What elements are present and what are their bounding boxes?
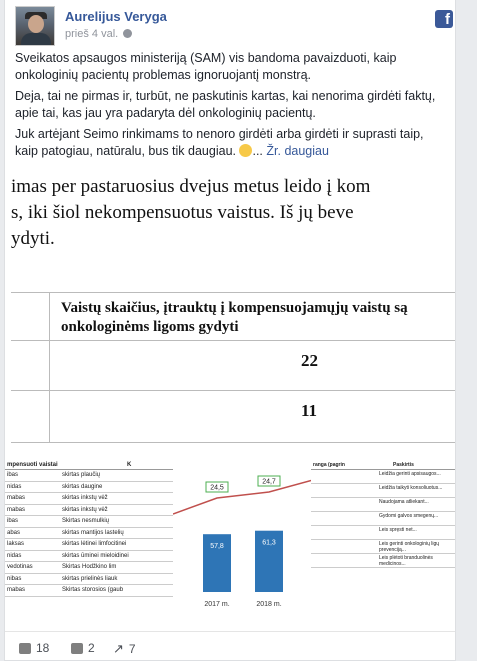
left-table-cell: Skirtas nesmulkių [62,518,110,524]
table-row [5,585,175,597]
bar-value-label: 61,3 [262,539,276,547]
right-table-header: ranga (pagrin [313,462,345,468]
left-table-cell: skirtas inkstų vėž [62,506,108,513]
table-row [5,562,175,574]
left-table-cell: skirtas daugine [62,483,103,490]
post-actions-bar [5,631,456,661]
post-time-text: prieš 4 val. [65,28,119,40]
left-table-cell: mabas [7,587,26,593]
table-row [5,470,175,482]
table-row: Leis plėtoti branduolinės medicinos... [311,554,456,568]
drug-count-table [11,292,456,442]
left-table-cell: nibas [7,575,22,582]
table-row: Leis gerinti onkologinių ligų prevenciją... [311,540,456,554]
globe-icon [123,29,132,38]
table-header-line: onkologinėms ligoms gydyti [61,319,239,335]
left-table-cell: skirtas ūminei mieloidinei [62,552,129,559]
ellipsis: ... [252,144,263,158]
table-row [5,493,175,505]
share-arrow-icon: ↗ [113,641,124,656]
table-row: Leidžia taikyti konsoliuotus... [311,484,456,498]
facebook-logo-icon: f [435,10,453,28]
facebook-post-card [4,0,456,661]
line-value-label: 24,5 [210,484,224,492]
post-paragraph [15,126,447,160]
left-table-cell: skirtas mantijos lastelių [62,529,124,536]
compensated-drugs-table [5,460,175,631]
comment-count[interactable] [71,641,95,655]
likes-value: 18 [36,641,50,655]
equipment-table [311,460,456,631]
doc-line: ydyti. [11,228,55,249]
like-count[interactable] [19,641,49,655]
post-paragraph: Deja, tai ne pirmas ir, turbūt, ne paskutinis kartas, kai nenorima girdėti faktų, apie tai, kas jau yra padaryta dėl onkologinių pacientų. [15,89,436,120]
left-table-cell: Skirtas storosios (gaub [62,587,124,593]
bar-chart [173,464,313,631]
chart-line [173,480,313,514]
table-row [5,505,175,517]
post-timestamp[interactable] [65,28,132,40]
left-table-cell: ibas [7,518,19,524]
left-table-cell: skirtas prielinės liauk [62,575,118,582]
x-tick-label: 2018 m. [256,601,282,608]
table-row: Gydomi galvos smegenų... [311,512,456,526]
table-row [5,539,175,551]
left-table-cell: Skirtas Hodžkino lim [62,564,117,570]
table-header-row [11,293,456,341]
line-value-label: 24,7 [262,478,276,486]
post-text [15,50,447,164]
x-tick-label: 2017 m. [204,601,230,608]
table-value: 22 [301,351,318,370]
left-table-cell: vedotinas [7,564,33,570]
chart-svg [173,464,313,631]
left-table-header: mpensuoti vaistai [7,462,58,468]
table-row [11,341,456,391]
left-table-cell: skirtas inkstų vėž [62,495,108,501]
left-table-cell: mabas [7,495,26,501]
left-table-header: K [127,462,132,468]
table-row [5,516,175,528]
share-count[interactable] [113,641,136,657]
table-row [5,482,175,494]
left-table-cell: abas [7,529,21,536]
image-collage [5,460,456,631]
left-table-cell: nidas [7,552,22,559]
doc-line: imas per pastaruosius dvejus metus leido į kom [11,176,371,197]
post-header [15,6,450,46]
comment-icon [71,643,83,654]
table-row [5,551,175,563]
post-paragraph-text: Juk artėjant Seimo rinkimams to nenoro girdėti arba girdėti ir suprasti taip, kaip patogiau, natūralu, bus tik daugiau. [15,127,424,158]
post-image[interactable] [5,176,456,631]
author-name[interactable]: Aurelijus Veryga [65,9,167,24]
shares-value: 7 [128,642,136,656]
right-table-header: Paskirtis [393,462,414,468]
table-value: 11 [301,401,318,420]
table-header-line: Vaistų skaičius, įtrauktų į kompensuojamųjų vaistų są [61,300,408,316]
doc-line: s, iki šiol nekompensuotus vaistus. Iš jų beve [11,202,354,223]
table-row [5,528,175,540]
table-row [11,391,456,443]
smile-emoji-icon [239,144,252,157]
bar-value-label: 57,8 [210,543,224,551]
left-table-cell: skirtas plaučių [62,472,101,478]
table-row: Leidžia gerinti apsisaugos... [311,470,456,484]
comments-value: 2 [88,641,95,655]
see-more-link[interactable]: Žr. daugiau [266,144,329,158]
table-row: Naudojama atliekant... [311,498,456,512]
table-row: Leis spręsti net... [311,526,456,540]
left-table-cell: mabas [7,506,26,513]
author-avatar[interactable] [15,6,55,46]
left-table-cell: nidas [7,483,22,490]
left-table-cell: laksas [7,541,25,547]
left-table-cell: ibas [7,472,19,478]
thumbs-up-icon [19,643,31,654]
document-excerpt [5,176,456,254]
post-paragraph: Sveikatos apsaugos ministeriją (SAM) vis bandoma pavaizduoti, kaip onkologinių pacientų problemas ignoruojantį monstrą. [15,51,397,82]
table-row [5,574,175,586]
left-table-cell: skirtas lėtinei limfocitinei [62,541,127,547]
